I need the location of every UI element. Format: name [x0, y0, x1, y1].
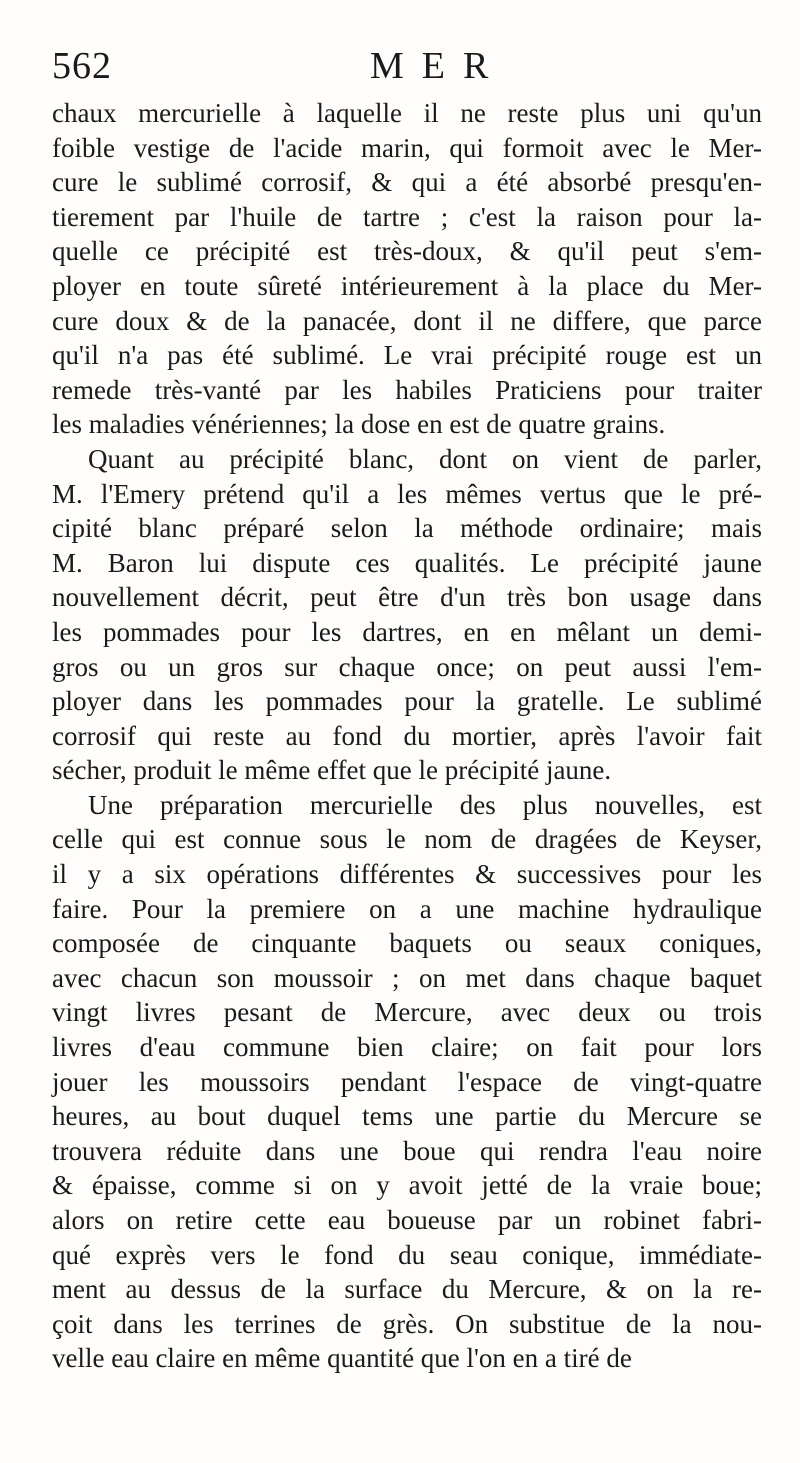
text-line: velle eau claire en même quantité que l'on en a tiré de: [52, 1343, 632, 1374]
running-head: MER: [370, 45, 507, 87]
text-line: foible vestige de l'acide marin, qui formoit avec le Mer-: [52, 132, 762, 163]
text-line: nouvellement décrit, peut être d'un très bon usage dans: [52, 582, 762, 613]
text-line: cure doux & de la panacée, dont il ne differe, que parce: [52, 305, 762, 336]
page-body: [52, 96, 762, 1376]
text-line: celle qui est connue sous le nom de dragées de Keyser,: [52, 824, 762, 855]
paragraph-2: [52, 442, 762, 788]
text-line: Une préparation mercurielle des plus nouvelles, est: [88, 789, 762, 820]
text-line: vingt livres pesant de Mercure, avec deux ou trois: [52, 997, 762, 1028]
text-line: cure le sublimé corrosif, & qui a été absorbé presqu'en-: [52, 167, 762, 198]
text-line: quelle ce précipité est très-doux, & qu'il peut s'em-: [52, 236, 762, 267]
text-line: M. Baron lui dispute ces qualités. Le précipité jaune: [52, 547, 762, 578]
text-line: jouer les moussoirs pendant l'espace de vingt-quatre: [52, 1066, 762, 1097]
text-line: livres d'eau commune bien claire; on fait pour lors: [52, 1032, 762, 1063]
text-line: ployer dans les pommades pour la gratelle. Le sublimé: [52, 686, 762, 717]
text-line: heures, au bout duquel tems une partie du Mercure se: [52, 1101, 762, 1132]
text-line: qué exprès vers le fond du seau conique, immédiate-: [52, 1239, 762, 1270]
paragraph-1: [52, 96, 762, 442]
page-number: 562: [52, 45, 112, 87]
text-line: faire. Pour la premiere on a une machine hydraulique: [52, 893, 762, 924]
text-line: cipité blanc préparé selon la méthode ordinaire; mais: [52, 513, 762, 544]
text-line: & épaisse, comme si on y avoit jetté de la vraie boue;: [52, 1170, 762, 1201]
text-line: il y a six opérations différentes & successives pour les: [52, 859, 762, 890]
text-line: alors on retire cette eau boueuse par un robinet fabri-: [52, 1205, 762, 1235]
text-line: remede très-vanté par les habiles Praticiens pour traiter: [52, 374, 762, 405]
text-line: tierement par l'huile de tartre ; c'est la raison pour la-: [52, 201, 762, 232]
text-line: corrosif qui reste au fond du mortier, après l'avoir fait: [52, 720, 762, 751]
text-line: les maladies vénériennes; la dose en est de quatre grains.: [52, 409, 666, 440]
text-line: les pommades pour les dartres, en en mêlant un demi-: [52, 616, 762, 647]
text-line: qu'il n'a pas été sublimé. Le vrai précipité rouge est un: [52, 340, 762, 371]
text-line: gros ou un gros sur chaque once; on peut aussi l'em-: [52, 651, 762, 682]
text-line: ment au dessus de la surface du Mercure, & on la re-: [52, 1274, 762, 1305]
text-line: chaux mercurielle à laquelle il ne reste plus uni qu'un: [52, 98, 762, 128]
text-line: composée de cinquante baquets ou seaux coniques,: [52, 928, 762, 959]
page-header: [52, 40, 762, 96]
paragraph-3: [52, 788, 762, 1376]
text-line: ployer en toute sûreté intérieurement à la place du Mer-: [52, 270, 762, 301]
text-line: avec chacun son moussoir ; on met dans chaque baquet: [52, 962, 762, 993]
text-line: çoit dans les terrines de grès. On substitue de la nou-: [52, 1308, 762, 1339]
text-line: trouvera réduite dans une boue qui rendra l'eau noire: [52, 1135, 762, 1166]
text-line: Quant au précipité blanc, dont on vient de parler,: [88, 443, 762, 474]
text-line: sécher, produit le même effet que le précipité jaune.: [52, 755, 612, 786]
text-line: M. l'Emery prétend qu'il a les mêmes vertus que le pré-: [52, 478, 762, 509]
